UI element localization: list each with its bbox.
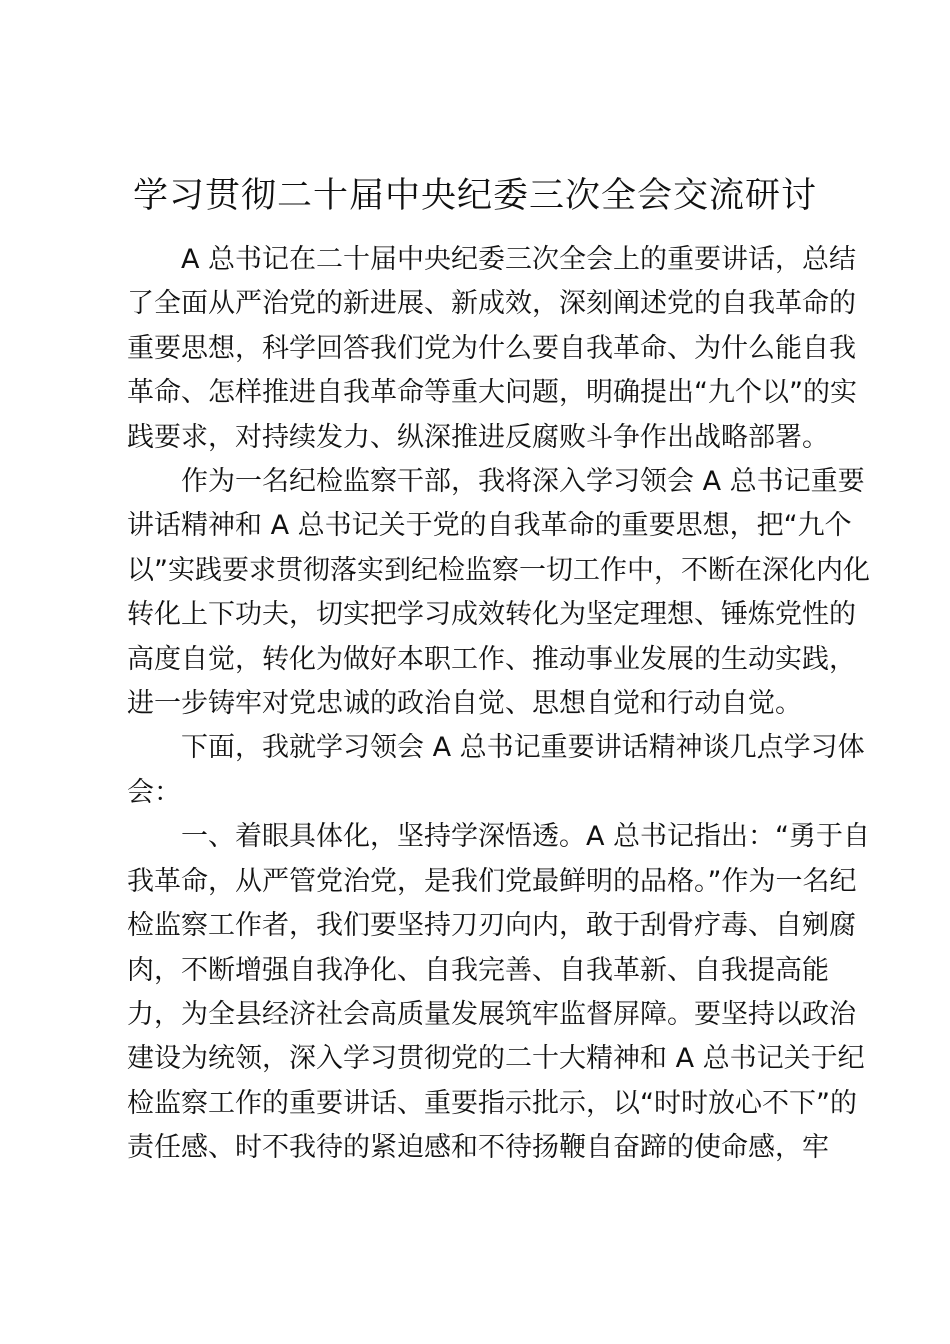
paragraph-4-line-8: 责任感、时不我待的紧迫感和不待扬鞭自奋蹄的使命感，牢 xyxy=(127,1132,829,1164)
paragraph-1-line-1: A 总书记在二十届中央纪委三次全会上的重要讲话，总结 xyxy=(181,244,857,275)
paragraph-2-line-4: 转化上下功夫，切实把学习成效转化为坚定理想、锤炼党性的 xyxy=(127,599,856,631)
paragraph-3-line-2: 会： xyxy=(127,776,181,808)
paragraph-4-line-4: 肉，不断增强自我净化、自我完善、自我革新、自我提高能 xyxy=(127,954,829,986)
paragraph-2-line-2: 讲话精神和 A 总书记关于党的自我革命的重要思想，把“九个 xyxy=(127,510,852,542)
paragraph-1-line-3: 重要思想，科学回答我们党为什么要自我革命、为什么能自我 xyxy=(127,332,856,364)
paragraph-4-line-1: 一、着眼具体化，坚持学深悟透。A 总书记指出：“勇于自 xyxy=(181,821,871,853)
paragraph-3-line-1: 下面，我就学习领会 A 总书记重要讲话精神谈几点学习体 xyxy=(181,732,865,764)
paragraph-2-line-1: 作为一名纪检监察干部，我将深入学习领会 A 总书记重要 xyxy=(181,466,865,498)
paragraph-2-line-6: 进一步铸牢对党忠诚的政治自觉、思想自觉和行动自觉。 xyxy=(127,688,802,720)
paragraph-4-line-7: 检监察工作的重要讲话、重要指示批示，以“时时放心不下”的 xyxy=(127,1087,857,1119)
paragraph-4-line-6: 建设为统领，深入学习贯彻党的二十大精神和 A 总书记关于纪 xyxy=(127,1043,865,1075)
paragraph-1-line-2: 了全面从严治党的新进展、新成效，深刻阐述党的自我革命的 xyxy=(127,288,856,320)
document-title: 学习贯彻二十届中央纪委三次全会交流研讨 xyxy=(132,176,817,216)
paragraph-1-line-4: 革命、怎样推进自我革命等重大问题，明确提出“九个以”的实 xyxy=(127,377,857,409)
paragraph-4-line-2: 我革命，从严管党治党，是我们党最鲜明的品格。”作为一名纪 xyxy=(127,865,857,897)
paragraph-4-line-5: 力，为全县经济社会高质量发展筑牢监督屏障。要坚持以政治 xyxy=(127,998,856,1030)
paragraph-2-line-3: 以”实践要求贯彻落实到纪检监察一切工作中，不断在深化内化 xyxy=(127,554,870,586)
document-body xyxy=(127,238,871,1171)
paragraph-2-line-5: 高度自觉，转化为做好本职工作、推动事业发展的生动实践， xyxy=(127,643,856,675)
paragraph-4-line-3: 检监察工作者，我们要坚持刀刃向内，敢于刮骨疗毒、自剜腐 xyxy=(127,910,856,942)
paragraph-1-line-5: 践要求，对持续发力、纵深推进反腐败斗争作出战略部署。 xyxy=(127,421,829,453)
